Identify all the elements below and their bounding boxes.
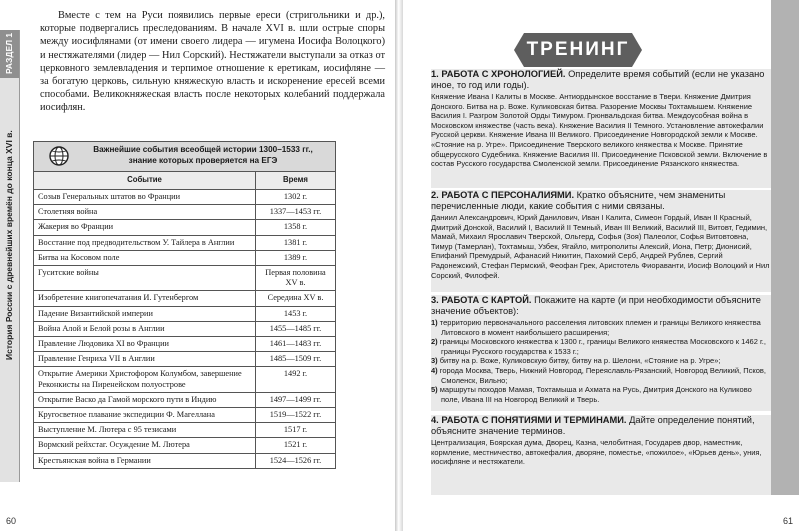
event-cell: Выступление М. Лютера с 95 тезисами: [34, 423, 256, 438]
table-row: [34, 235, 336, 250]
table-title: Важнейшие события всеобщей истории 1300–1533 гг., знание которых проверяется на ЕГЭ: [93, 145, 313, 165]
table-header-row: [34, 172, 336, 190]
event-cell: Изобретение книгопечатания И. Гутенбергом: [34, 291, 256, 306]
task-heading: 3. РАБОТА С КАРТОЙ. Покажите на карте (и при необходимости объясните значение объектов):: [431, 295, 761, 316]
header-badge: [524, 33, 632, 67]
task-terms: [431, 415, 771, 495]
time-cell: 1517 г.: [256, 423, 336, 438]
side-tab-title: История России с древнейших времён до конца XVI в.: [4, 130, 14, 360]
event-cell: Правление Людовика XI во Франции: [34, 337, 256, 352]
table-header: [33, 141, 336, 172]
task-heading: 2. РАБОТА С ПЕРСОНАЛИЯМИ. Кратко объясните, чем знамениты перечисленные люди, какие события с ними связаны.: [431, 190, 726, 211]
list-item: 2) границы Московского княжества к 1300 г., границы Великого княжества Московского к 1462 г., границы Русского государства к 1533 г.;: [431, 337, 766, 356]
table-row: [34, 220, 336, 235]
right-side-bar: [771, 0, 799, 495]
time-cell: 1337—1453 гг.: [256, 205, 336, 220]
time-cell: 1389 г.: [256, 250, 336, 265]
side-tab: [0, 30, 20, 482]
task-body: Централизация, Боярская дума, Дворец, Казна, челобитная, Государев двор, наместник, кормление, местничество, автокефалия, дворяне, поместье, «пожилое», «Юрьев день», уния, иосифляне и нестяжатели.: [431, 438, 762, 467]
table-row: [34, 250, 336, 265]
table-row: [34, 408, 336, 423]
table-row: [34, 392, 336, 407]
training-header: ТРЕНИНГ: [526, 39, 630, 60]
event-cell: Восстание под предводительством У. Тайлера в Англии: [34, 235, 256, 250]
event-cell: Правление Генриха VII в Англии: [34, 352, 256, 367]
table-row: [34, 352, 336, 367]
list-item: 5) маршруты походов Мамая, Тохтамыша и Ахмата на Русь, Дмитрия Донского на Куликово поле, Ивана III на Новгород Великий и Тверь.: [431, 385, 752, 404]
task-heading: 4. РАБОТА С ПОНЯТИЯМИ И ТЕРМИНАМИ. Дайте определение понятий, объясните значение терминов.: [431, 415, 755, 436]
table-row: [34, 453, 336, 468]
table-row: [34, 306, 336, 321]
events-table-grid: [33, 172, 336, 469]
time-cell: Первая половина XV в.: [256, 266, 336, 291]
right-page: [403, 0, 799, 531]
event-cell: Жакерия во Франции: [34, 220, 256, 235]
event-cell: Битва на Косовом поле: [34, 250, 256, 265]
table-row: [34, 438, 336, 453]
table-row: [34, 423, 336, 438]
globe-icon: [48, 145, 70, 172]
table-row: [34, 321, 336, 336]
list-item: 3) битву на р. Воже, Куликовскую битву, битву на р. Шелони, «Стояние на р. Угре»;: [431, 356, 721, 366]
event-cell: Столетняя война: [34, 205, 256, 220]
page-number-right: 61: [782, 516, 793, 526]
time-cell: 1302 г.: [256, 190, 336, 205]
time-cell: 1524—1526 гг.: [256, 453, 336, 468]
time-cell: 1521 г.: [256, 438, 336, 453]
intro-paragraph: Вместе с тем на Руси появились первые ереси (стригольники и др.), которые подвергались преследованиям. В начале XVI в. шли острые споры между иосифлянами (от имени своего лидера — игумена Иосифа Волоцкого) и нестяжателями (лидер — Нил Сорский). Нестяжатели выступали за отказ от церковного землевладения и терпимое отношение к еретикам, иосифляне — за богатую церковь, сильную княжескую власть и искоренение ересей всеми способами. Великокняжеская власть после некоторых колебаний поддержала иосифлян.: [40, 10, 385, 114]
page-number-left: 60: [6, 516, 17, 526]
task-heading: 1. РАБОТА С ХРОНОЛОГИЕЙ. Определите время событий (если не указано иное, то год или годы).: [431, 69, 765, 90]
table-body: [34, 190, 336, 469]
event-cell: Открытие Америки Христофором Колумбом, завершение Реконкисты на Пиренейском полуострове: [34, 367, 256, 392]
event-cell: Вормский рейхстаг. Осуждение М. Лютера: [34, 438, 256, 453]
header-badge-notch-left: [514, 33, 524, 67]
task-list: [431, 318, 771, 404]
event-cell: Созыв Генеральных штатов во Франции: [34, 190, 256, 205]
side-tab-section-label: РАЗДЕЛ 1: [4, 32, 14, 74]
events-table: [33, 141, 336, 469]
event-cell: Гуситские войны: [34, 266, 256, 291]
task-map: [431, 295, 771, 411]
event-cell: Падение Византийской империи: [34, 306, 256, 321]
header-badge-notch-right: [632, 33, 642, 67]
time-cell: Середина XV в.: [256, 291, 336, 306]
table-row: [34, 190, 336, 205]
time-cell: 1381 г.: [256, 235, 336, 250]
list-item: 1) территорию первоначального расселения литовских племен и границы Великого княжества Литовского в момент наибольшего расширения;: [431, 318, 761, 337]
time-cell: 1485—1509 гг.: [256, 352, 336, 367]
task-body: Княжение Ивана I Калиты в Москве. Антиордынское восстание в Твери. Княжение Дмитрия Донского. Битва на р. Воже. Куликовская битва. Разорение Москвы Тохтамышем. Княжение Василия I. Разгром Золотой Орды Тимуром. Грюнвальдская битва. Междоусобная война в Московском княжестве (часть века). Княжение Василия II Темного. Установление автокефалии Русской церкви. Княжение Ивана III Великого. Присоединение Новгородской земли к Москве. «Стояние на р. Угре». Присоединение Тверского великого княжества к Москве. Принятие общерусского Судебника. Княжение Василия III. Присоединение Псковской земли. Включение в состав Русского государства Смоленской земли. Присоединение Рязанского княжества.: [431, 92, 768, 169]
table-row: [34, 205, 336, 220]
task-chronology: [431, 69, 771, 188]
table-row: [34, 266, 336, 291]
task-persons: [431, 190, 771, 292]
time-cell: 1461—1483 гг.: [256, 337, 336, 352]
list-item: 4) города Москва, Тверь, Нижний Новгород, Переяславль-Рязанский, Новгород Великий, Псков, Смоленск, Вильно;: [431, 365, 766, 385]
table-row: [34, 337, 336, 352]
time-cell: 1453 г.: [256, 306, 336, 321]
column-header-time: Время: [256, 172, 336, 190]
table-row: [34, 291, 336, 306]
time-cell: 1519—1522 гг.: [256, 408, 336, 423]
event-cell: Война Алой и Белой розы в Англии: [34, 321, 256, 336]
event-cell: Кругосветное плавание экспедиции Ф. Магеллана: [34, 408, 256, 423]
event-cell: Открытие Васко да Гамой морского пути в Индию: [34, 392, 256, 407]
column-header-event: Событие: [34, 172, 256, 190]
event-cell: Крестьянская война в Германии: [34, 453, 256, 468]
book-spine: [395, 0, 403, 531]
left-page: [0, 0, 395, 531]
time-cell: 1492 г.: [256, 367, 336, 392]
time-cell: 1455—1485 гг.: [256, 321, 336, 336]
table-row: [34, 367, 336, 392]
task-body: Даниил Александрович, Юрий Данилович, Иван I Калита, Симеон Гордый, Иван II Красный, Дмитрий Донской, Василий I, Василий II Темный, Иван III Великий, Василий III, Витовт, Гедимин, Мамай, Михаил Ярославич Тверской, Ольгерд, Софья (Зоя) Палеолог, Софья Витовтовна, Тимур (Тамерлан), Тохтамыш, Узбек, Ягайло, митрополиты Алексий, Иона, Петр; Дионисий, Епифаний Премудрый, Афанасий Никитин, Пахомий Серб, Андрей Рублев, Сергий Радонежский, Стефан Пермский, Феофан Грек, Аристотель Фиораванти, Иосиф Волоцкий и Нил Сорский, Филофей.: [431, 213, 770, 280]
time-cell: 1497—1499 гг.: [256, 392, 336, 407]
time-cell: 1358 г.: [256, 220, 336, 235]
